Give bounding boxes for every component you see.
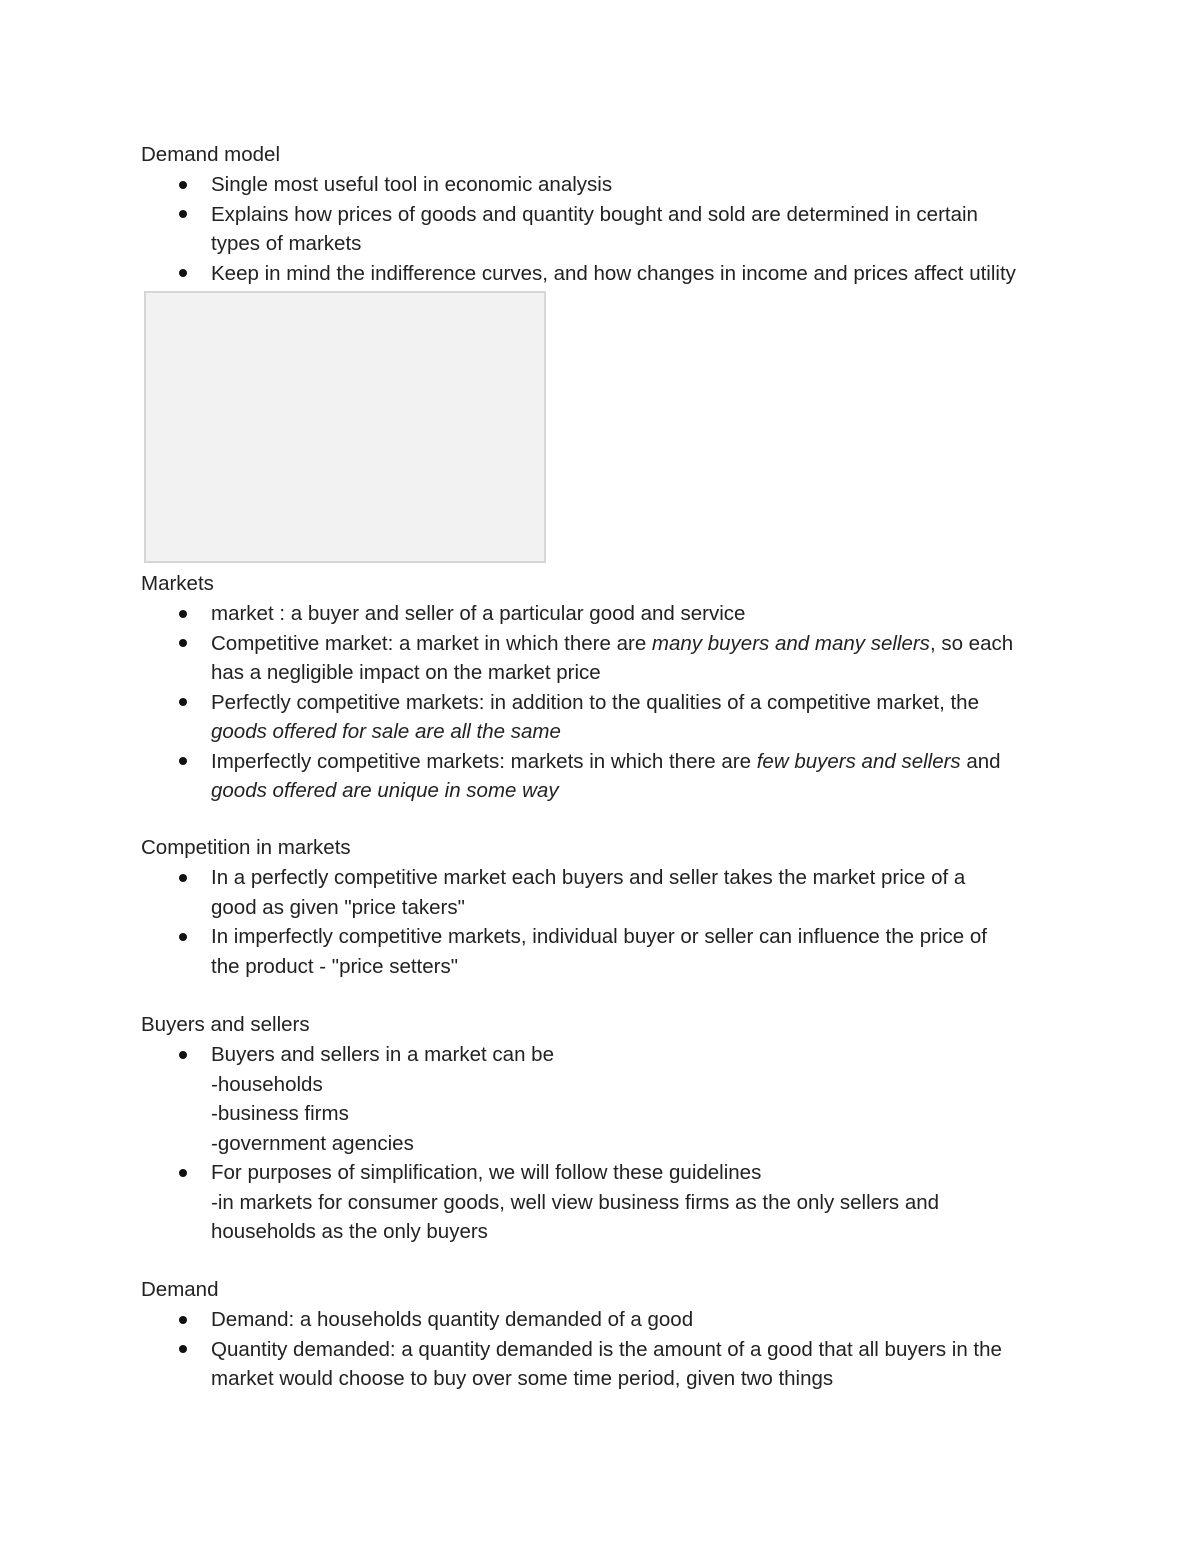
bullet-list xyxy=(141,863,1081,981)
list-item: Competitive market: a market in which there are many buyers and many sellers, so each has a negligible impact on the market price xyxy=(141,629,1081,688)
list-item: Explains how prices of goods and quantity bought and sold are determined in certain types of markets xyxy=(141,200,1081,259)
list-item: Keep in mind the indifference curves, and how changes in income and prices affect utility xyxy=(141,259,1081,289)
list-item: For purposes of simplification, we will follow these guidelines -in markets for consumer goods, well view business firms as the only sellers and households as the only buyers xyxy=(141,1158,1081,1247)
bullet-list xyxy=(141,1305,1081,1394)
section-heading: Markets xyxy=(141,572,214,595)
bullet-icon xyxy=(179,874,187,882)
list-item: market : a buyer and seller of a particular good and service xyxy=(141,599,1081,629)
section-markets xyxy=(141,569,1081,806)
list-item: Demand: a households quantity demanded of a good xyxy=(141,1305,1081,1335)
bullet-icon xyxy=(179,610,187,618)
list-item: Quantity demanded: a quantity demanded is the amount of a good that all buyers in the market would choose to buy over some time period, given two things xyxy=(141,1335,1081,1394)
bullet-list xyxy=(141,599,1081,806)
bullet-icon xyxy=(179,639,187,647)
section-heading: Competition in markets xyxy=(141,836,351,859)
section-heading: Buyers and sellers xyxy=(141,1013,310,1036)
list-item: In a perfectly competitive market each buyers and seller takes the market price of a good as given "price takers" xyxy=(141,863,1081,922)
list-item: Perfectly competitive markets: in addition to the qualities of a competitive market, the goods offered for sale are all the same xyxy=(141,688,1081,747)
bullet-icon xyxy=(179,698,187,706)
list-item: Single most useful tool in economic analysis xyxy=(141,170,1081,200)
bullet-icon xyxy=(179,757,187,765)
section-heading: Demand model xyxy=(141,143,281,166)
list-item: Imperfectly competitive markets: markets in which there are few buyers and sellers and goods offered are unique in some way xyxy=(141,747,1081,806)
bullet-list xyxy=(141,170,1081,288)
bullet-icon xyxy=(179,1345,187,1353)
bullet-icon xyxy=(179,1169,187,1177)
bullet-list xyxy=(141,1040,1081,1247)
bullet-icon xyxy=(179,210,187,218)
section-buyers-sellers xyxy=(141,1010,1081,1247)
bullet-icon xyxy=(179,933,187,941)
section-competition xyxy=(141,833,1081,981)
list-item: Buyers and sellers in a market can be -households -business firms -government agencies xyxy=(141,1040,1081,1158)
bullet-icon xyxy=(179,181,187,189)
section-demand xyxy=(141,1275,1081,1394)
bullet-icon xyxy=(179,1051,187,1059)
section-heading: Demand xyxy=(141,1278,219,1301)
section-demand-model xyxy=(141,140,1081,288)
bullet-icon xyxy=(179,1316,187,1324)
bullet-icon xyxy=(179,269,187,277)
image-placeholder xyxy=(144,291,546,563)
list-item: In imperfectly competitive markets, individual buyer or seller can influence the price of the product - "price setters" xyxy=(141,922,1081,981)
